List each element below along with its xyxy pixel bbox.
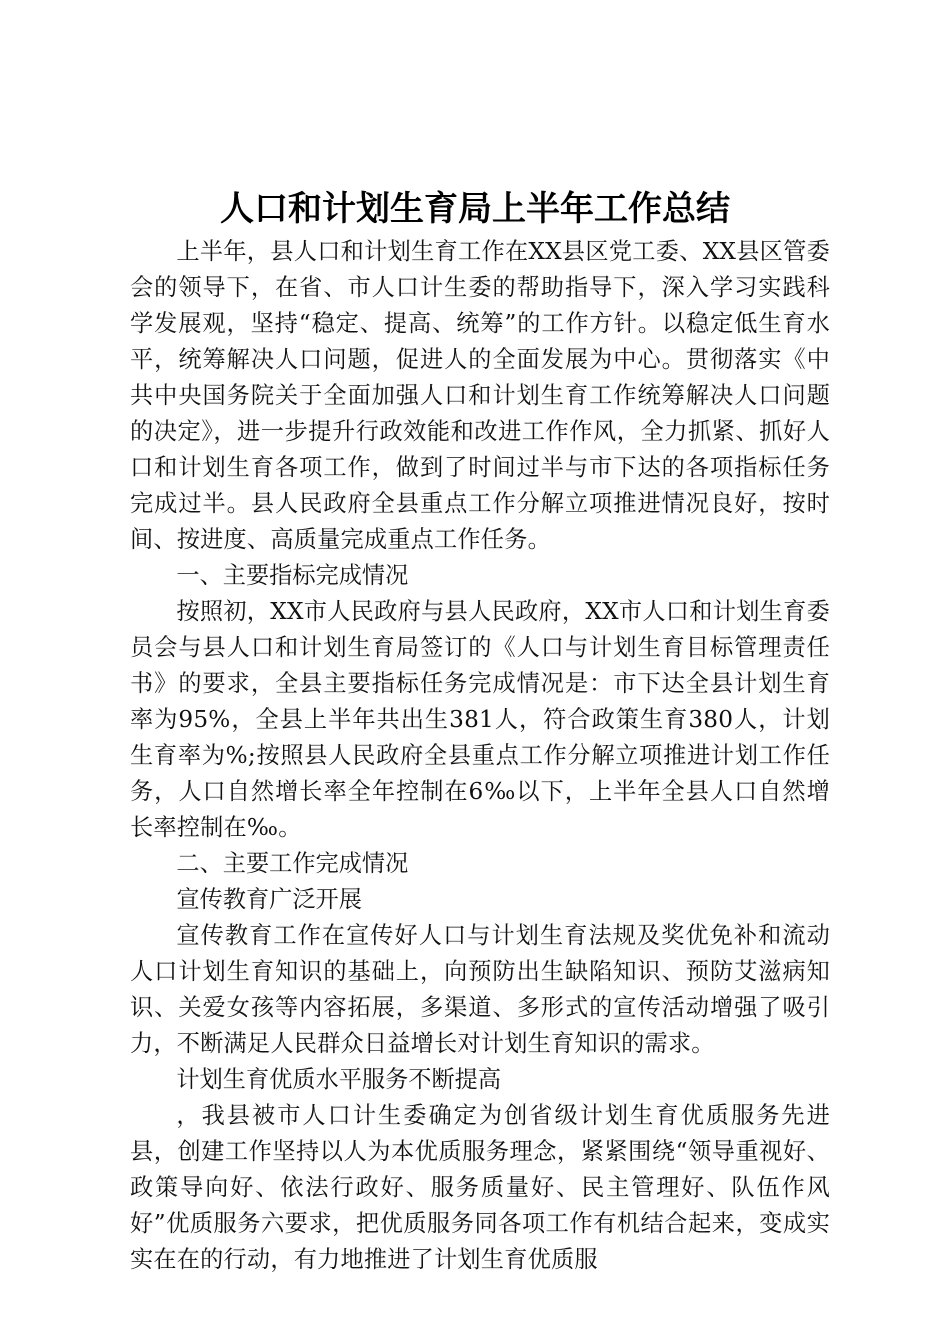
section-heading-main-work: 二、主要工作完成情况 (176, 850, 409, 877)
section-heading-main-indicators: 一、主要指标完成情况 (176, 562, 409, 589)
paragraph-intro: 上半年，县人口和计划生育工作在XX县区党工委、XX县区管委会的领导下，在省、市人口计生委的帮助指导下，深入学习实践科学发展观，坚持“稳定、提高、统筹”的工作方针。以稳定低生育水平，统筹解决人口问题，促进人的全面发展为中心。贯彻落实《中共中央国务院关于全面加强人口和计划生育工作统筹解决人口问题的决定》，进一步提升行政效能和改进工作作风，全力抓紧、抓好人口和计划生育各项工作，做到了时间过半与市下达的各项指标任务完成过半。县人民政府全县重点工作分解立项推进情况良好，按时间、按进度、高质量完成重点工作任务。 (130, 238, 830, 553)
document-title: 人口和计划生育局上半年工作总结 (220, 189, 730, 229)
subheading-publicity: 宣传教育广泛开展 (176, 886, 362, 913)
paragraph-indicators: 按照初，XX市人民政府与县人民政府，XX市人口和计划生育委员会与县人口和计划生育局签订的《人口与计划生育目标管理责任书》的要求，全县主要指标任务完成情况是：市下达全县计划生育率为95%，全县上半年共出生381人，符合政策生育380人，计划生育率为%;按照县人民政府全县重点工作分解立项推进计划工作任务，人口自然增长率全年控制在6‰以下，上半年全县人口自然增长率控制在‰。 (130, 598, 830, 841)
paragraph-quality-service: ，我县被市人口计生委确定为创省级计划生育优质服务先进县，创建工作坚持以人为本优质服务理念，紧紧围绕“领导重视好、政策导向好、依法行政好、服务质量好、民主管理好、队伍作风好”优质服务六要求，把优质服务同各项工作有机结合起来，变成实实在在的行动，有力地推进了计划生育优质服 (130, 1102, 830, 1273)
subheading-quality-service: 计划生育优质水平服务不断提高 (176, 1066, 502, 1093)
document-body (130, 234, 830, 1278)
paragraph-publicity: 宣传教育工作在宣传好人口与计划生育法规及奖优免补和流动人口计划生育知识的基础上，向预防出生缺陷知识、预防艾滋病知识、关爱女孩等内容拓展，多渠道、多形式的宣传活动增强了吸引力，不断满足人民群众日益增长对计划生育知识的需求。 (130, 922, 830, 1057)
